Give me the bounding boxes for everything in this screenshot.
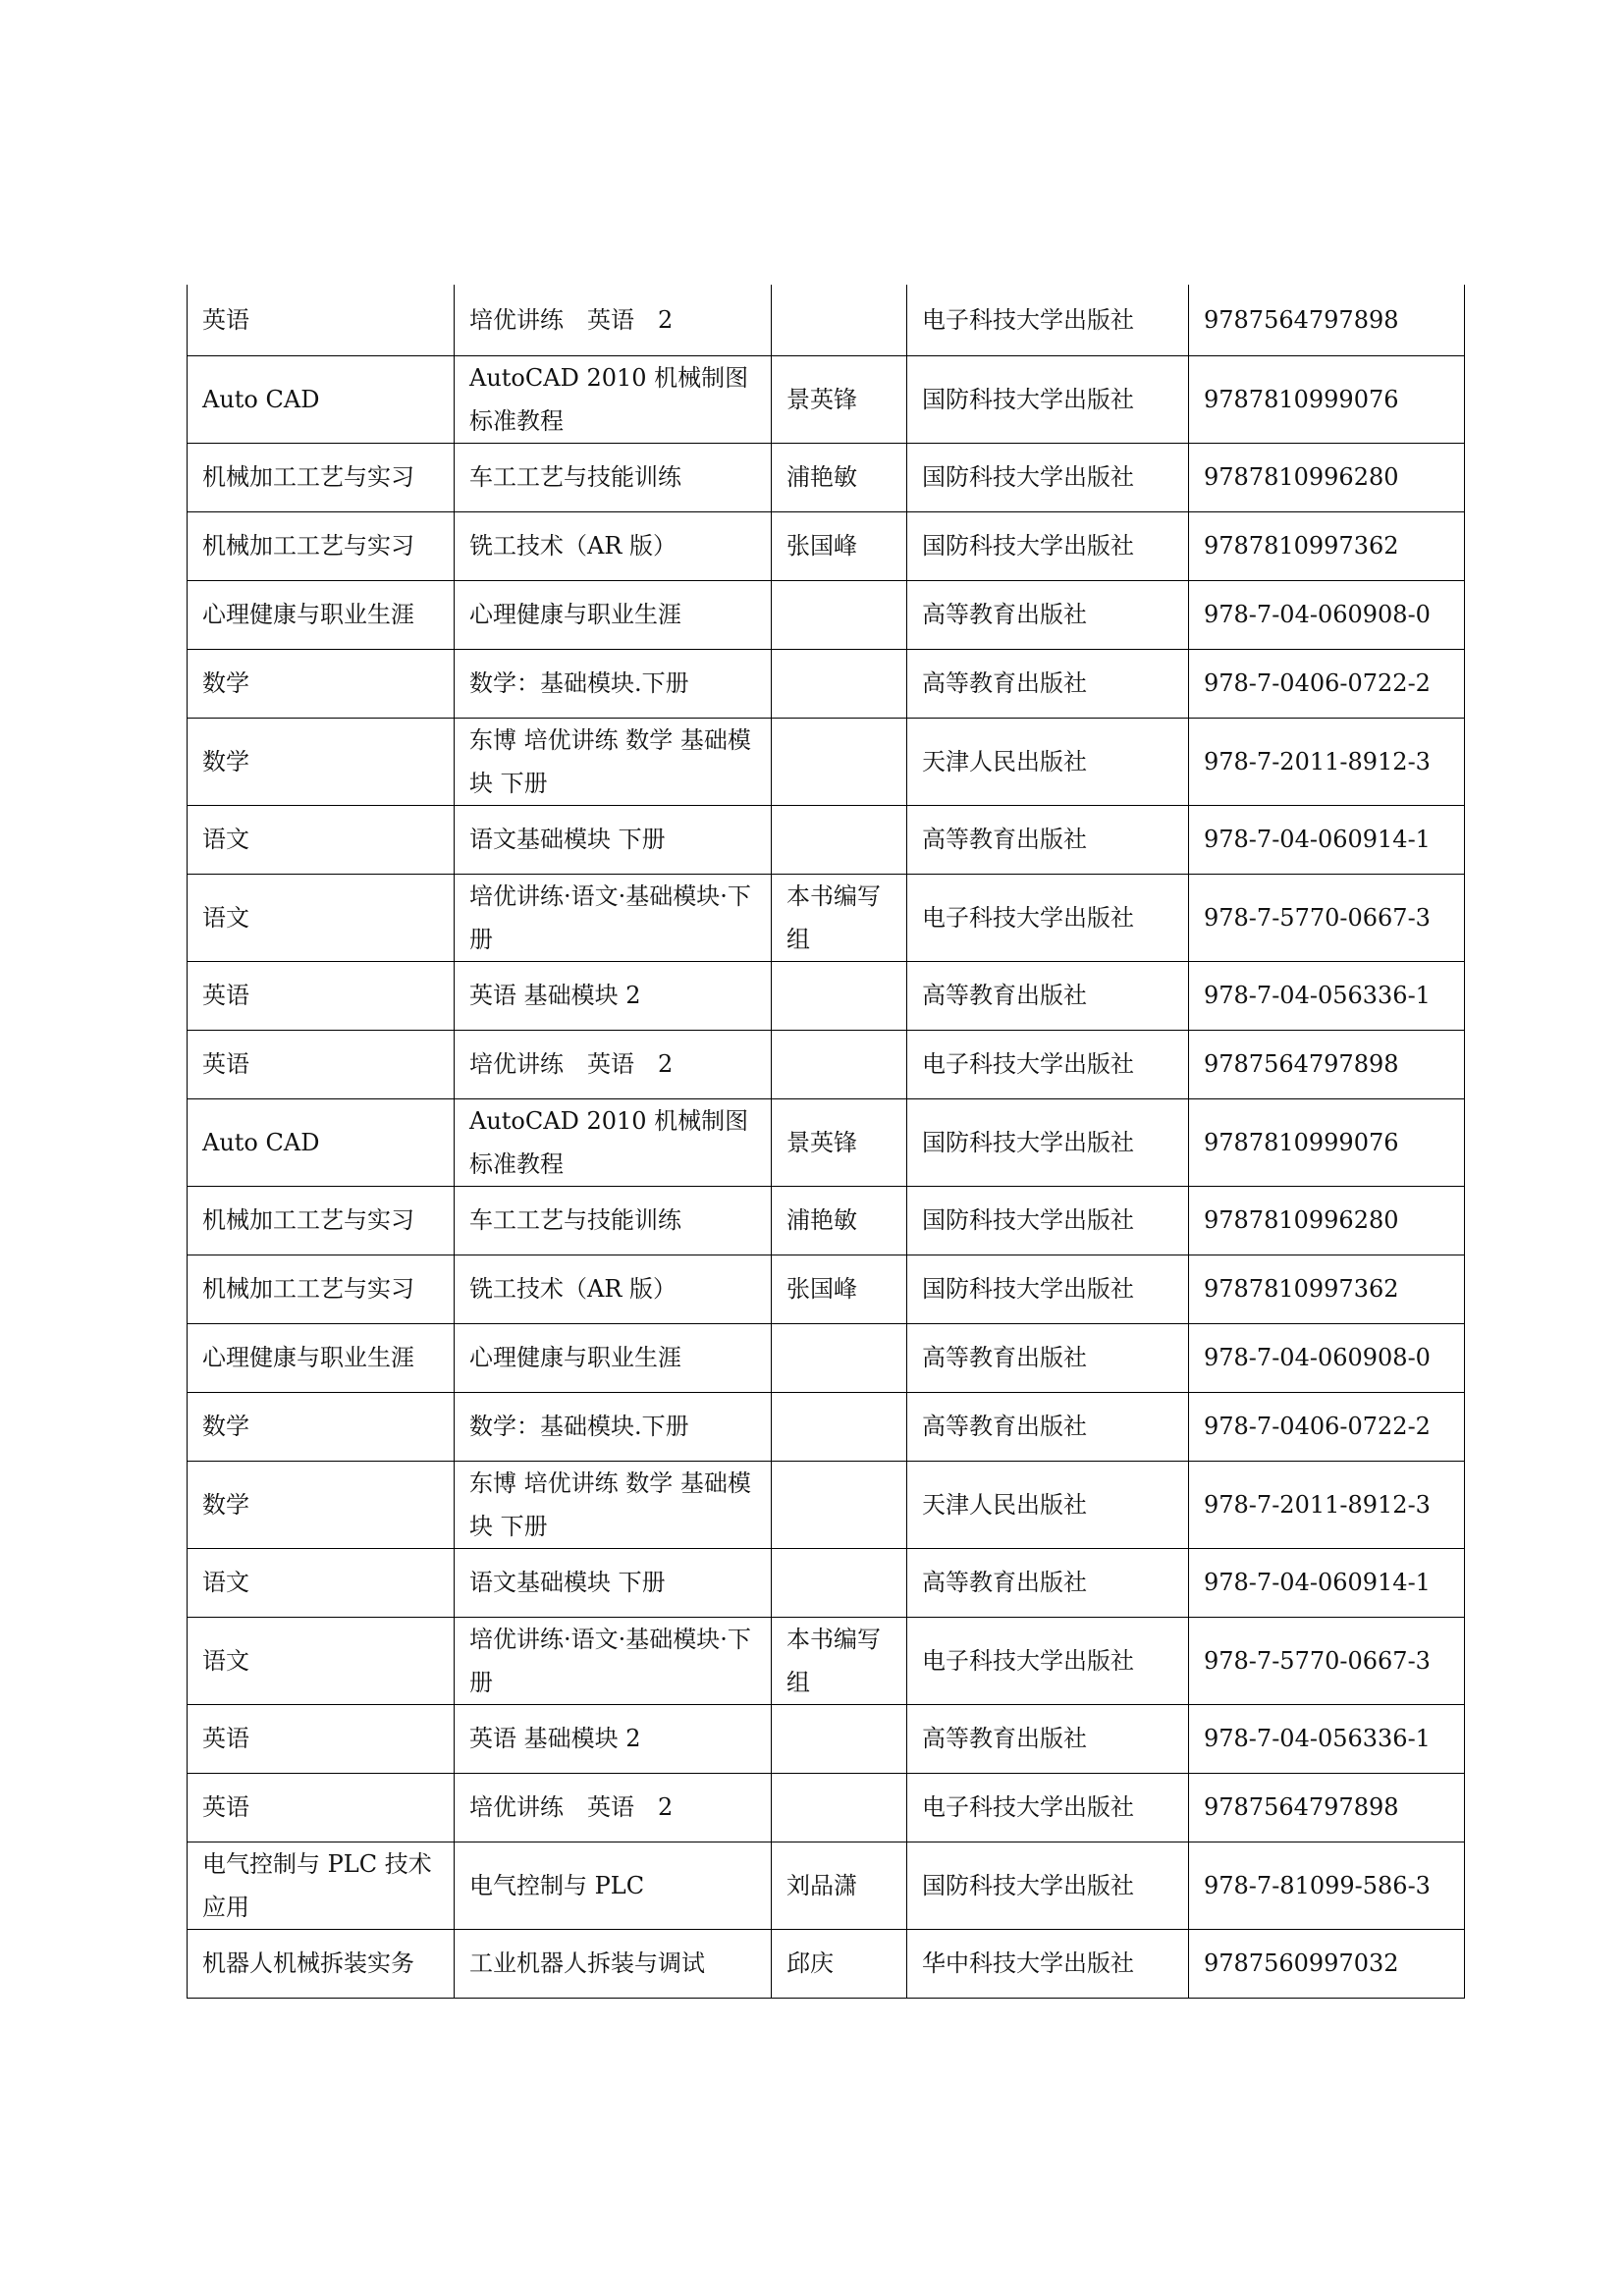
isbn-cell: 978-7-5770-0667-3 xyxy=(1189,1617,1465,1704)
table-body xyxy=(188,285,1465,1998)
course-cell: 机械加工工艺与实习 xyxy=(188,443,455,511)
author-cell xyxy=(772,961,907,1030)
course-cell: 英语 xyxy=(188,285,455,355)
isbn-cell: 978-7-04-060914-1 xyxy=(1189,1548,1465,1617)
author-cell xyxy=(772,1773,907,1842)
book-title-cell: 培优讲练 英语 2 xyxy=(455,285,772,355)
book-title-cell: 英语 基础模块 2 xyxy=(455,961,772,1030)
author-cell xyxy=(772,718,907,805)
isbn-cell: 978-7-81099-586-3 xyxy=(1189,1842,1465,1929)
book-title-cell: 数学：基础模块.下册 xyxy=(455,1392,772,1461)
isbn-cell: 978-7-5770-0667-3 xyxy=(1189,874,1465,961)
book-title-cell: 工业机器人拆装与调试 xyxy=(455,1929,772,1998)
table-row xyxy=(188,718,1465,805)
author-cell xyxy=(772,805,907,874)
publisher-cell: 高等教育出版社 xyxy=(907,805,1189,874)
course-cell: 英语 xyxy=(188,1704,455,1773)
table-row xyxy=(188,580,1465,649)
author-cell: 张国峰 xyxy=(772,511,907,580)
course-cell: 数学 xyxy=(188,1392,455,1461)
book-title-cell: 心理健康与职业生涯 xyxy=(455,1323,772,1392)
publisher-cell: 电子科技大学出版社 xyxy=(907,1773,1189,1842)
table-row xyxy=(188,1392,1465,1461)
book-title-cell: 英语 基础模块 2 xyxy=(455,1704,772,1773)
publisher-cell: 高等教育出版社 xyxy=(907,649,1189,718)
author-cell: 景英锋 xyxy=(772,1098,907,1186)
isbn-cell: 9787810997362 xyxy=(1189,1255,1465,1323)
author-cell: 本书编写组 xyxy=(772,874,907,961)
isbn-cell: 9787810997362 xyxy=(1189,511,1465,580)
book-title-cell: 铣工技术（AR 版） xyxy=(455,1255,772,1323)
course-cell: 语文 xyxy=(188,874,455,961)
book-title-cell: AutoCAD 2010 机械制图标准教程 xyxy=(455,355,772,443)
publisher-cell: 高等教育出版社 xyxy=(907,961,1189,1030)
author-cell: 张国峰 xyxy=(772,1255,907,1323)
publisher-cell: 国防科技大学出版社 xyxy=(907,355,1189,443)
isbn-cell: 9787810996280 xyxy=(1189,443,1465,511)
table-row xyxy=(188,1098,1465,1186)
publisher-cell: 国防科技大学出版社 xyxy=(907,511,1189,580)
table-row xyxy=(188,805,1465,874)
book-title-cell: 培优讲练·语文·基础模块·下册 xyxy=(455,874,772,961)
course-cell: 机械加工工艺与实习 xyxy=(188,1186,455,1255)
publisher-cell: 天津人民出版社 xyxy=(907,718,1189,805)
table-row xyxy=(188,355,1465,443)
course-cell: 数学 xyxy=(188,718,455,805)
publisher-cell: 高等教育出版社 xyxy=(907,580,1189,649)
course-cell: 语文 xyxy=(188,1548,455,1617)
course-cell: 心理健康与职业生涯 xyxy=(188,1323,455,1392)
author-cell xyxy=(772,285,907,355)
publisher-cell: 电子科技大学出版社 xyxy=(907,1617,1189,1704)
author-cell xyxy=(772,580,907,649)
course-cell: 英语 xyxy=(188,1773,455,1842)
book-title-cell: 东博 培优讲练 数学 基础模块 下册 xyxy=(455,1461,772,1548)
publisher-cell: 高等教育出版社 xyxy=(907,1548,1189,1617)
isbn-cell: 9787810996280 xyxy=(1189,1186,1465,1255)
isbn-cell: 978-7-04-060914-1 xyxy=(1189,805,1465,874)
table-row xyxy=(188,285,1465,355)
table-row xyxy=(188,1617,1465,1704)
isbn-cell: 978-7-04-060908-0 xyxy=(1189,1323,1465,1392)
author-cell xyxy=(772,649,907,718)
author-cell: 浦艳敏 xyxy=(772,443,907,511)
publisher-cell: 高等教育出版社 xyxy=(907,1323,1189,1392)
course-cell: 机械加工工艺与实习 xyxy=(188,1255,455,1323)
course-cell: 语文 xyxy=(188,805,455,874)
publisher-cell: 国防科技大学出版社 xyxy=(907,1098,1189,1186)
table-row xyxy=(188,1323,1465,1392)
table-row xyxy=(188,1842,1465,1929)
isbn-cell: 978-7-04-056336-1 xyxy=(1189,1704,1465,1773)
publisher-cell: 电子科技大学出版社 xyxy=(907,285,1189,355)
course-cell: 数学 xyxy=(188,1461,455,1548)
author-cell xyxy=(772,1461,907,1548)
isbn-cell: 9787810999076 xyxy=(1189,1098,1465,1186)
table-row xyxy=(188,1548,1465,1617)
book-title-cell: 心理健康与职业生涯 xyxy=(455,580,772,649)
book-title-cell: 培优讲练·语文·基础模块·下册 xyxy=(455,1617,772,1704)
table-row xyxy=(188,1704,1465,1773)
table-row xyxy=(188,649,1465,718)
book-title-cell: 东博 培优讲练 数学 基础模块 下册 xyxy=(455,718,772,805)
author-cell xyxy=(772,1704,907,1773)
publisher-cell: 高等教育出版社 xyxy=(907,1392,1189,1461)
isbn-cell: 978-7-0406-0722-2 xyxy=(1189,1392,1465,1461)
publisher-cell: 国防科技大学出版社 xyxy=(907,1842,1189,1929)
publisher-cell: 电子科技大学出版社 xyxy=(907,1030,1189,1098)
publisher-cell: 国防科技大学出版社 xyxy=(907,1186,1189,1255)
book-title-cell: 铣工技术（AR 版） xyxy=(455,511,772,580)
course-cell: Auto CAD xyxy=(188,355,455,443)
course-cell: 语文 xyxy=(188,1617,455,1704)
book-title-cell: 语文基础模块 下册 xyxy=(455,805,772,874)
course-cell: 英语 xyxy=(188,961,455,1030)
table-row xyxy=(188,1773,1465,1842)
table-row xyxy=(188,443,1465,511)
publisher-cell: 电子科技大学出版社 xyxy=(907,874,1189,961)
isbn-cell: 978-7-04-060908-0 xyxy=(1189,580,1465,649)
author-cell: 本书编写组 xyxy=(772,1617,907,1704)
author-cell xyxy=(772,1392,907,1461)
author-cell: 邱庆 xyxy=(772,1929,907,1998)
author-cell xyxy=(772,1030,907,1098)
table-row xyxy=(188,1461,1465,1548)
course-cell: 机械加工工艺与实习 xyxy=(188,511,455,580)
book-title-cell: 数学：基础模块.下册 xyxy=(455,649,772,718)
course-cell: 心理健康与职业生涯 xyxy=(188,580,455,649)
isbn-cell: 978-7-2011-8912-3 xyxy=(1189,1461,1465,1548)
isbn-cell: 9787564797898 xyxy=(1189,1030,1465,1098)
table-row xyxy=(188,1929,1465,1998)
course-cell: 英语 xyxy=(188,1030,455,1098)
table-row xyxy=(188,1030,1465,1098)
isbn-cell: 978-7-0406-0722-2 xyxy=(1189,649,1465,718)
isbn-cell: 978-7-04-056336-1 xyxy=(1189,961,1465,1030)
publisher-cell: 国防科技大学出版社 xyxy=(907,443,1189,511)
author-cell xyxy=(772,1548,907,1617)
table-row xyxy=(188,511,1465,580)
course-cell: 数学 xyxy=(188,649,455,718)
table-row xyxy=(188,961,1465,1030)
course-cell: 机器人机械拆装实务 xyxy=(188,1929,455,1998)
book-title-cell: 电气控制与 PLC xyxy=(455,1842,772,1929)
course-cell: 电气控制与 PLC 技术应用 xyxy=(188,1842,455,1929)
textbook-table xyxy=(187,285,1465,1999)
table-row xyxy=(188,1255,1465,1323)
author-cell: 刘品潇 xyxy=(772,1842,907,1929)
isbn-cell: 978-7-2011-8912-3 xyxy=(1189,718,1465,805)
publisher-cell: 高等教育出版社 xyxy=(907,1704,1189,1773)
isbn-cell: 9787564797898 xyxy=(1189,1773,1465,1842)
isbn-cell: 9787560997032 xyxy=(1189,1929,1465,1998)
author-cell xyxy=(772,1323,907,1392)
publisher-cell: 国防科技大学出版社 xyxy=(907,1255,1189,1323)
publisher-cell: 天津人民出版社 xyxy=(907,1461,1189,1548)
table-row xyxy=(188,874,1465,961)
book-title-cell: 车工工艺与技能训练 xyxy=(455,1186,772,1255)
isbn-cell: 9787564797898 xyxy=(1189,285,1465,355)
isbn-cell: 9787810999076 xyxy=(1189,355,1465,443)
book-title-cell: 培优讲练 英语 2 xyxy=(455,1773,772,1842)
book-title-cell: 培优讲练 英语 2 xyxy=(455,1030,772,1098)
publisher-cell: 华中科技大学出版社 xyxy=(907,1929,1189,1998)
table-row xyxy=(188,1186,1465,1255)
book-title-cell: 语文基础模块 下册 xyxy=(455,1548,772,1617)
author-cell: 景英锋 xyxy=(772,355,907,443)
author-cell: 浦艳敏 xyxy=(772,1186,907,1255)
book-title-cell: 车工工艺与技能训练 xyxy=(455,443,772,511)
book-title-cell: AutoCAD 2010 机械制图标准教程 xyxy=(455,1098,772,1186)
course-cell: Auto CAD xyxy=(188,1098,455,1186)
